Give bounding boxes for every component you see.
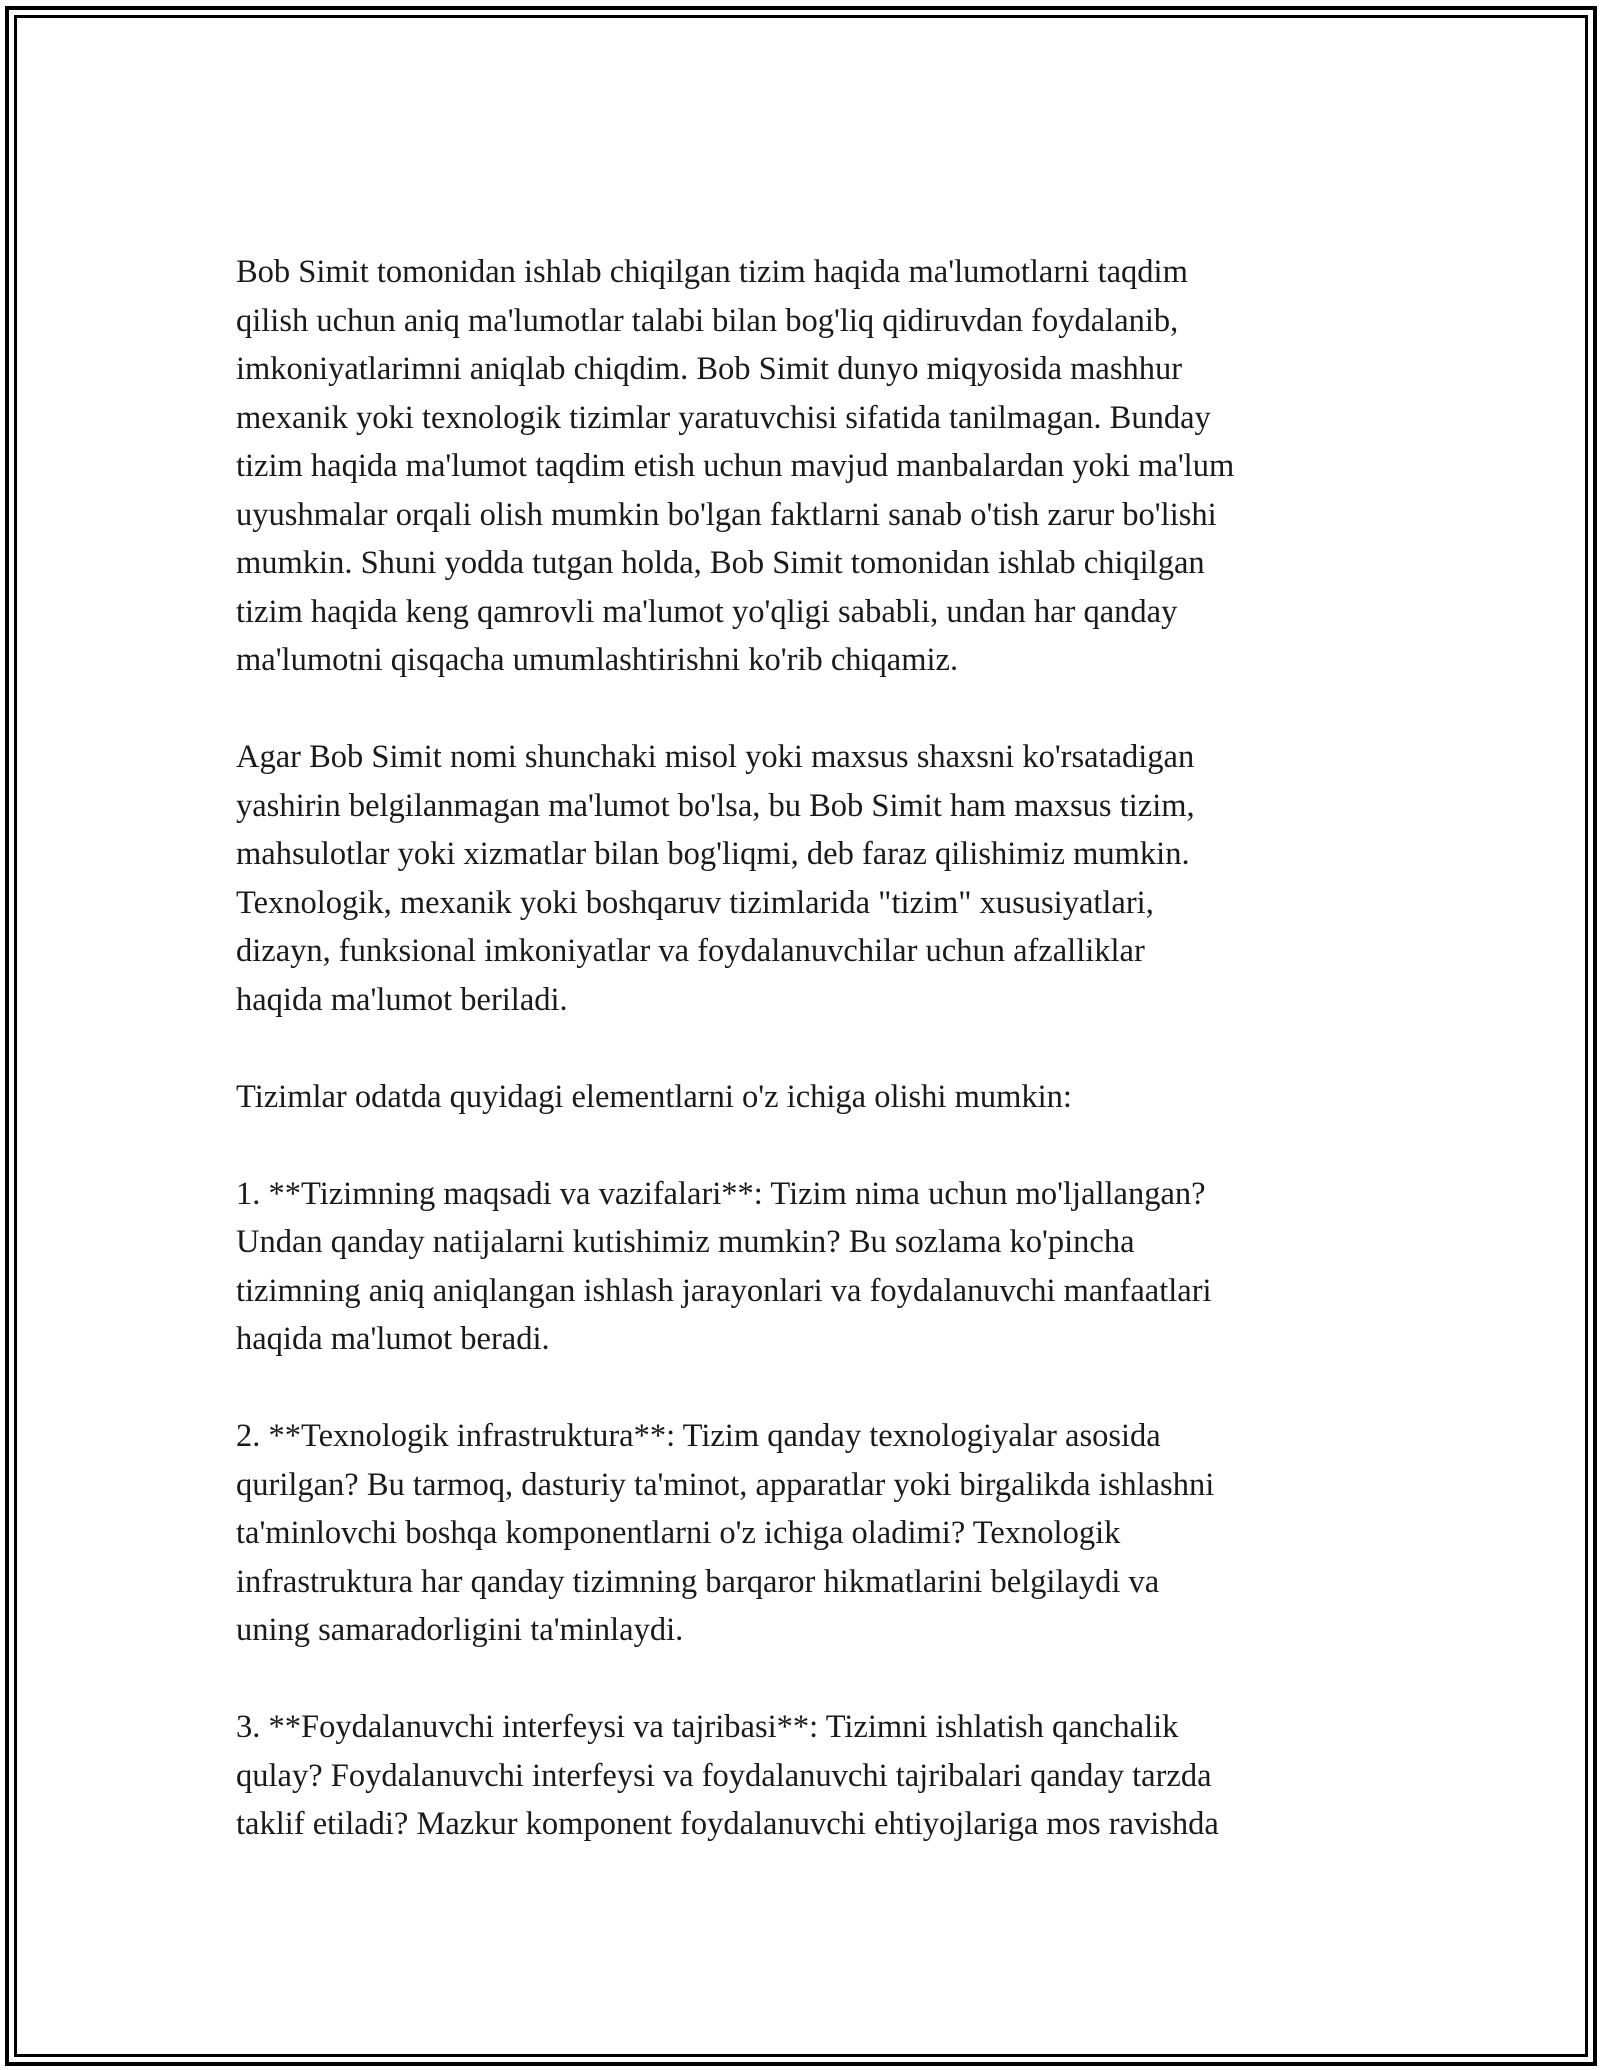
paragraph-assumption: Agar Bob Simit nomi shunchaki misol yoki maxsus shaxsni ko'rsatadigan yashirin belgilanmagan ma'lumot bo'lsa, bu Bob Simit ham maxsus tizim, mahsulotlar yoki xizmatlar bilan bog'liqmi, deb faraz qilishimiz mumkin. Texnologik, mexanik yoki boshqaruv tizimlarida "tizim" xususiyatlari, dizayn, funksional imkoniyatlar va foydalanuvchilar uchun afzalliklar haqida ma'lumot beriladi.: [236, 739, 1195, 1018]
paragraph-elements-intro: Tizimlar odatda quyidagi elementlarni o'z ichiga olishi mumkin:: [236, 1078, 1072, 1115]
paragraph-intro: Bob Simit tomonidan ishlab chiqilgan tizim haqida ma'lumotlarni taqdim qilish uchun aniq ma'lumotlar talabi bilan bog'liq qidiruvdan foydalanib, imkoniyatlarimni aniqlab chiqdim. Bob Simit dunyo miqyosida mashhur mexanik yoki texnologik tizimlar yaratuvchisi sifatida tanilmagan. Bunday tizim haqida ma'lumot taqdim etish uchun mavjud manbalardan yoki ma'lum uyushmalar orqali olish mumkin bo'lgan faktlarni sanab o'tish zarur bo'lishi mumkin. Shuni yodda tutgan holda, Bob Simit tomonidan ishlab chiqilgan tizim haqida keng qamrovli ma'lumot yo'qligi sababli, undan har qanday ma'lumotni qisqacha umumlashtirishni ko'rib chiqamiz.: [236, 254, 1235, 678]
list-item-infrastructure: 2. **Texnologik infrastruktura**: Tizim qanday texnologiyalar asosida qurilgan? Bu tarmoq, dasturiy ta'minot, apparatlar yoki birgalikda ishlashni ta'minlovchi boshqa komponentlarni o'z ichiga oladimi? Texnologik infrastruktura har qanday tizimning barqaror hikmatlarini belgilaydi va uning samaradorligini ta'minlaydi.: [236, 1418, 1215, 1648]
list-item-user-interface: 3. **Foydalanuvchi interfeysi va tajribasi**: Tizimni ishlatish qanchalik qulay? Foydalanuvchi interfeysi va foydalanuvchi tajribalari qanday tarzda taklif etiladi? Mazkur komponent foydalanuvchi ehtiyojlariga mos ravishda: [236, 1709, 1219, 1842]
list-item-purpose: 1. **Tizimning maqsadi va vazifalari**: Tizim nima uchun mo'ljallangan? Undan qanday natijalarni kutishimiz mumkin? Bu sozlama ko'pincha tizimning aniq aniqlangan ishlash jarayonlari va foydalanuvchi manfaatlari haqida ma'lumot beradi.: [236, 1175, 1212, 1357]
document-body: [236, 248, 1386, 1849]
